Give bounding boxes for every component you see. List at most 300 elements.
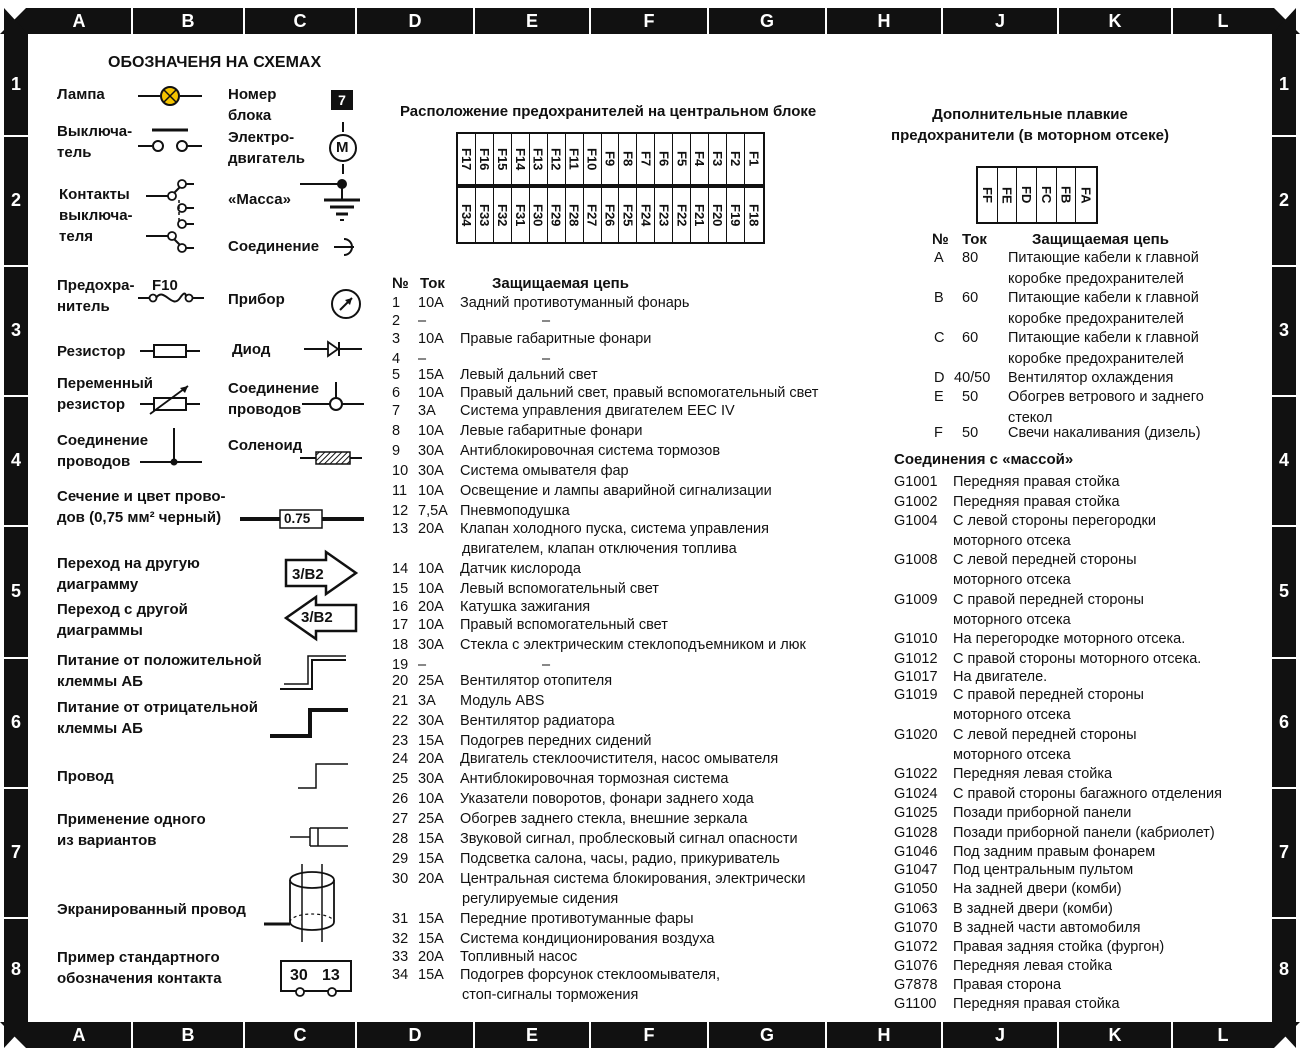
fuse-table-row	[392, 810, 832, 829]
legend-from-label: Переход с другой диаграммы	[57, 601, 188, 639]
engine-fuse-circuit: стекол	[1008, 410, 1053, 426]
ground-code: G1017	[894, 669, 938, 685]
ground-desc: Передняя правая стойка	[953, 474, 1120, 490]
fuse-table-row	[392, 482, 832, 501]
legend-goto-label: Переход на другую диаграмму	[57, 555, 200, 593]
engine-fuse-circuit: коробке предохранителей	[1008, 271, 1184, 287]
fuse-circuit: –	[542, 657, 551, 673]
shielded-wire-icon	[264, 864, 360, 942]
fuse-no: 12	[392, 503, 409, 519]
grid-column-label: G	[759, 11, 774, 31]
fuse-cell: F22	[673, 188, 691, 242]
ground-desc: С правой стороны моторного отсека.	[953, 651, 1202, 667]
lamp-icon	[138, 86, 202, 106]
fuse-cell: F12	[548, 134, 566, 184]
engine-fuse-row	[932, 350, 1232, 369]
grid-column-separator	[1057, 1022, 1059, 1048]
fuse-cell: F23	[655, 188, 673, 242]
grid-row-separator	[4, 135, 28, 137]
fuse-cell: F33	[476, 188, 494, 242]
central-header-circuit: Защищаемая цепь	[492, 275, 629, 292]
fuse-table-row	[392, 948, 832, 967]
legend-wire-junction-label: Соединение проводов	[57, 432, 149, 470]
fuse-no: 2	[392, 313, 401, 329]
legend-lamp-label: Лампа	[57, 86, 105, 103]
ground-desc: моторного отсека	[953, 747, 1071, 763]
wire-junction-icon	[140, 428, 202, 468]
grid-row-separator	[4, 525, 28, 527]
fuse-circuit: Топливный насос	[460, 949, 578, 965]
fuse-circuit: Передние противотуманные фары	[460, 911, 694, 927]
grid-column-separator	[243, 1022, 245, 1048]
fuse-no: 4	[392, 351, 401, 367]
ground-row	[894, 843, 1254, 862]
grid-column-label: J	[994, 11, 1005, 31]
ground-row	[894, 861, 1254, 880]
fuse-no: 15	[392, 581, 409, 597]
ground-code: G1002	[894, 494, 938, 510]
fuse-cell: FA	[1078, 186, 1094, 204]
frame-right	[1272, 8, 1296, 1048]
grid-row-separator	[1272, 657, 1296, 659]
fuse-no: 20	[392, 673, 409, 689]
fuse-current: 15А	[418, 367, 444, 383]
ground-code: G1025	[894, 805, 938, 821]
fuse-table-row	[392, 580, 832, 599]
fuse-current: 3А	[418, 403, 436, 419]
grid-row-separator	[1272, 395, 1296, 397]
fuse-no: 26	[392, 791, 409, 807]
ground-desc: Правая задняя стойка (фургон)	[953, 939, 1165, 955]
grid-column-label: D	[408, 1025, 422, 1045]
fuse-circuit: –	[542, 351, 551, 367]
grid-row-separator	[1272, 265, 1296, 267]
fuse-cell: F26	[602, 188, 620, 242]
fuse-table-row	[392, 442, 832, 461]
ground-row	[894, 957, 1254, 976]
grid-column-separator	[1171, 1022, 1173, 1048]
engine-fuse-circuit: Свечи накаливания (дизель)	[1008, 425, 1201, 441]
legend-connection-label: Соединение	[228, 238, 320, 255]
engine-fuse-no: A	[934, 250, 944, 266]
fuse-no: 13	[392, 521, 409, 537]
fuse-circuit: двигателем, клапан отключения топлива	[462, 541, 737, 557]
engine-fuse-row	[932, 310, 1232, 329]
fuse-circuit: стоп-сигналы торможения	[462, 987, 639, 1003]
fuse-circuit: Катушка зажигания	[460, 599, 591, 615]
engine-fuse-current: 50	[962, 425, 979, 441]
grid-column-separator	[131, 8, 133, 34]
grid-column-label: K	[1108, 11, 1122, 31]
from-value: 3/B2	[301, 609, 333, 626]
fuse-circuit: Звуковой сигнал, проблесковый сигнал опасности	[460, 831, 798, 847]
fuse-cell: FF	[978, 168, 998, 222]
fuse-no: 5	[392, 367, 401, 383]
ground-desc: Передняя правая стойка	[953, 494, 1120, 510]
grid-column-label: L	[1217, 1025, 1229, 1045]
fuse-circuit: Пневмоподушка	[460, 503, 570, 519]
grid-column-separator	[1171, 8, 1173, 34]
ground-row	[894, 804, 1254, 823]
fuse-circuit: Система кондиционирования воздуха	[460, 931, 715, 947]
fuse-circuit: Вентилятор отопителя	[460, 673, 613, 689]
grid-column-label: F	[643, 1025, 655, 1045]
fuse-cell: F18	[746, 203, 762, 227]
grid-column-separator	[589, 1022, 591, 1048]
legend-wire-label: Провод	[57, 768, 114, 785]
fuse-current: 15А	[418, 851, 444, 867]
ground-desc: Передняя левая стойка	[953, 958, 1113, 974]
legend-fuse-label: Предохра- нитель	[57, 277, 135, 315]
fuse-table-row	[392, 312, 832, 331]
fuse-cell: F29	[548, 188, 566, 242]
variable-resistor-icon	[140, 382, 200, 416]
grid-row-label: 6	[1278, 712, 1289, 732]
fuse-cell: F31	[512, 188, 530, 242]
grid-column-separator	[473, 8, 475, 34]
ground-row	[894, 726, 1254, 745]
grid-column-label: L	[1217, 11, 1229, 31]
fuse-cell: F9	[602, 134, 620, 184]
grid-row-separator	[4, 787, 28, 789]
engine-fuse-no: E	[934, 389, 944, 405]
grid-row-label: 7	[10, 842, 21, 862]
fuse-circuit: Правый вспомогательный свет	[460, 617, 668, 633]
fuse-grid-bottom	[456, 186, 765, 244]
ground-desc: моторного отсека	[953, 612, 1071, 628]
fuse-cell: F27	[584, 188, 602, 242]
ground-row	[894, 938, 1254, 957]
ground-row	[894, 976, 1254, 995]
fuse-current: 25А	[418, 673, 444, 689]
grid-column-separator	[473, 1022, 475, 1048]
fuse-table-row	[392, 870, 832, 889]
fuse-current: 10А	[418, 561, 444, 577]
fuse-table-row	[392, 294, 832, 313]
legend-block-number-label: Номер блока	[228, 86, 277, 124]
ground-code: G1008	[894, 552, 938, 568]
fuse-table-row	[392, 502, 832, 521]
fuse-current: 30А	[418, 713, 444, 729]
fuse-circuit: Освещение и лампы аварийной сигнализации	[460, 483, 772, 499]
ground-desc: Передняя левая стойка	[953, 766, 1113, 782]
wire-connection-icon	[302, 382, 364, 422]
fuse-table-row	[392, 422, 832, 441]
solenoid-icon	[300, 448, 362, 468]
fuse-current: 20А	[418, 599, 444, 615]
fuse-circuit: Двигатель стеклоочистителя, насос омывателя	[460, 751, 779, 767]
legend-diode-label: Диод	[232, 341, 271, 358]
ground-code: G1050	[894, 881, 938, 897]
fuse-table-row	[392, 616, 832, 635]
fuse-cell: F32	[494, 188, 512, 242]
ground-row	[894, 630, 1254, 649]
fuse-cell: F15	[494, 134, 512, 184]
fuse-table-row	[392, 366, 832, 385]
grid-column-label: H	[877, 11, 891, 31]
fuse-cell: FD	[1017, 168, 1037, 222]
ground-desc: Позади приборной панели (кабриолет)	[953, 825, 1215, 841]
fuse-cell: F6	[655, 134, 673, 184]
grid-column-label: C	[293, 1025, 307, 1045]
fuse-no: 1	[392, 295, 401, 311]
grid-column-label: B	[181, 11, 195, 31]
grid-column-separator	[355, 8, 357, 34]
grid-column-label: C	[293, 11, 307, 31]
grid-column-label: F	[643, 11, 655, 31]
fuse-circuit: Подогрев передних сидений	[460, 733, 652, 749]
engine-fuse-circuit: Обогрев ветрового и заднего	[1008, 389, 1204, 405]
grid-row-label: 8	[10, 959, 21, 979]
ground-desc: Под задним правым фонарем	[953, 844, 1156, 860]
fuse-no: 3	[392, 331, 401, 347]
ground-code: G1001	[894, 474, 938, 490]
grid-column-label: B	[181, 1025, 195, 1045]
fuse-no: 9	[392, 443, 401, 459]
engine-header-circuit: Защищаемая цепь	[1032, 231, 1169, 248]
fuse-table-row	[392, 732, 832, 751]
ground-code: G1076	[894, 958, 938, 974]
resistor-icon	[140, 342, 200, 360]
fuse-grid-top	[456, 132, 765, 186]
fuse-no: 11	[392, 483, 408, 499]
fuse-cell: F5	[673, 134, 691, 184]
ground-desc: В задней двери (комби)	[953, 901, 1113, 917]
fuse-table-row	[392, 790, 832, 809]
grid-row-label: 1	[10, 74, 21, 94]
ground-desc: На задней двери (комби)	[953, 881, 1122, 897]
fuse-cell: F17	[458, 134, 476, 184]
ground-row	[894, 824, 1254, 843]
grid-column-label: A	[72, 1025, 86, 1045]
ground-desc: С левой передней стороны	[953, 552, 1137, 568]
fuse-circuit: Правые габаритные фонари	[460, 331, 652, 347]
grid-column-separator	[825, 1022, 827, 1048]
fuse-no: 30	[392, 871, 409, 887]
fuse-cell: F16	[476, 134, 494, 184]
fuse-current: 20А	[418, 751, 444, 767]
ground-row	[894, 493, 1254, 512]
fuse-table-row	[392, 462, 832, 481]
fuse-table-row	[392, 850, 832, 869]
fuse-table-row	[392, 692, 832, 711]
fuse-no: 25	[392, 771, 409, 787]
legend-wire-section-label: Сечение и цвет прово- дов (0,75 мм² черный)	[57, 488, 226, 526]
fuse-current: 10А	[418, 295, 444, 311]
legend-resistor-label: Резистор	[57, 343, 126, 360]
fuse-table-row	[392, 384, 832, 403]
central-header-no: №	[392, 275, 409, 292]
fuse-no: 24	[392, 751, 409, 767]
battery-negative-icon	[270, 706, 348, 740]
grid-row-separator	[4, 917, 28, 919]
fuse-table-row	[392, 520, 832, 539]
legend-battery-positive-label: Питание от положительной клеммы АБ	[57, 652, 262, 690]
fuse-circuit: Центральная система блокирования, электрически	[460, 871, 806, 887]
grid-row-separator	[1272, 135, 1296, 137]
ground-code: G1063	[894, 901, 938, 917]
grid-row-label: 2	[10, 190, 21, 210]
fuse-no: 27	[392, 811, 409, 827]
fuse-circuit: Модуль ABS	[460, 693, 545, 709]
fuse-circuit: Система омывателя фар	[460, 463, 629, 479]
ground-desc: В задней части автомобиля	[953, 920, 1141, 936]
fuse-current: 15А	[418, 733, 444, 749]
central-table-header	[392, 274, 792, 293]
grid-column-label: A	[72, 11, 86, 31]
fuse-current: 30А	[418, 771, 444, 787]
fuse-current: –	[418, 313, 427, 329]
fuse-table-row	[392, 540, 832, 559]
ground-code: G1012	[894, 651, 938, 667]
grid-row-separator	[4, 657, 28, 659]
fuse-circuit: Подогрев форсунок стеклоомывателя,	[460, 967, 720, 983]
fuse-table-row	[392, 986, 832, 1005]
ground-desc: С левой передней стороны	[953, 727, 1137, 743]
switch-contacts-icon	[146, 178, 196, 250]
engine-fuses-title: Дополнительные плавкие предохранители (в моторном отсеке)	[891, 106, 1169, 144]
engine-fuse-circuit: Питающие кабели к главной	[1008, 330, 1199, 346]
ground-desc: С правой передней стороны	[953, 592, 1144, 608]
fuse-cell: FB	[1057, 168, 1077, 222]
grid-row-label: 2	[1278, 190, 1289, 210]
fuse-circuit: Задний противотуманный фонарь	[460, 295, 690, 311]
engine-fuse-circuit: Питающие кабели к главной	[1008, 290, 1199, 306]
fuse-no: 21	[392, 693, 409, 709]
fuse-table-row	[392, 712, 832, 731]
ground-desc: С правой стороны багажного отделения	[953, 786, 1222, 802]
grid-column-label: E	[525, 11, 538, 31]
contact-value-13: 13	[322, 967, 340, 984]
ground-code: G1024	[894, 786, 938, 802]
fuse-current: 30А	[418, 443, 444, 459]
ground-desc: моторного отсека	[953, 533, 1071, 549]
wire-icon	[298, 762, 348, 790]
ground-row	[894, 746, 1254, 765]
engine-fuse-circuit: коробке предохранителей	[1008, 351, 1184, 367]
fuse-current: 10А	[418, 483, 444, 499]
ground-desc: С левой стороны перегородки	[953, 513, 1156, 529]
ground-icon	[300, 176, 360, 222]
fuse-circuit: Правый дальний свет, правый вспомогательный свет	[460, 385, 819, 401]
fuse-table-row	[392, 636, 832, 655]
fuse-no: 33	[392, 949, 409, 965]
fuse-cell: F19	[727, 188, 745, 242]
block-number-badge: 7	[331, 90, 353, 110]
fuse-cell: F14	[512, 134, 530, 184]
ground-code: G7878	[894, 977, 938, 993]
fuse-current: 10А	[418, 331, 444, 347]
contact-value-30: 30	[290, 967, 308, 984]
ground-desc: Под центральным пультом	[953, 862, 1134, 878]
ground-row	[894, 765, 1254, 784]
fuse-no: 28	[392, 831, 409, 847]
fuse-cell: F10	[584, 134, 602, 184]
fuse-cell: F8	[619, 134, 637, 184]
fuse-cell: F11	[566, 134, 584, 184]
fuse-current: –	[418, 657, 427, 673]
diode-icon	[304, 340, 362, 358]
fuse-table-row	[392, 330, 832, 349]
variant-icon	[290, 826, 348, 848]
engine-fuse-no: F	[934, 425, 943, 441]
fuse-no: 18	[392, 637, 409, 653]
central-block-title: Расположение предохранителей на центральном блоке	[400, 103, 817, 120]
fuse-current: 10А	[418, 581, 444, 597]
fuse-no: 6	[392, 385, 401, 401]
fuse-table-row	[392, 560, 832, 579]
engine-fuse-row	[932, 388, 1232, 407]
ground-code: G1004	[894, 513, 938, 529]
legend-switch-label: Выключа- тель	[57, 123, 133, 161]
fuse-no: 16	[392, 599, 409, 615]
legend-title: ОБОЗНАЧЕНЯ НА СХЕМАХ	[108, 54, 322, 71]
grid-row-label: 3	[1278, 320, 1289, 340]
ground-code: G1020	[894, 727, 938, 743]
fuse-table-row	[392, 910, 832, 929]
ground-row	[894, 686, 1254, 705]
fuse-circuit: Указатели поворотов, фонари заднего хода	[460, 791, 754, 807]
fuse-circuit: Антиблокировочная тормозная система	[460, 771, 729, 787]
engine-fuse-row	[932, 289, 1232, 308]
fuse-cell: F28	[566, 188, 584, 242]
ground-code: G1047	[894, 862, 938, 878]
grid-row-separator	[1272, 917, 1296, 919]
fuse-current: 25А	[418, 811, 444, 827]
fuse-table-row	[392, 672, 832, 691]
grid-row-label: 5	[10, 581, 21, 601]
grid-row-label: 8	[1278, 959, 1289, 979]
engine-fuse-current: 60	[962, 290, 979, 306]
grid-column-label: D	[408, 11, 422, 31]
engine-fuse-current: 80	[962, 250, 979, 266]
ground-row	[894, 551, 1254, 570]
grid-column-label: E	[525, 1025, 538, 1045]
grid-row-label: 6	[10, 712, 21, 732]
fuse-table-row	[392, 966, 832, 985]
fuse-icon	[138, 290, 204, 306]
engine-fuse-current: 50	[962, 389, 979, 405]
engine-fuse-no: B	[934, 290, 944, 306]
fuse-no: 29	[392, 851, 409, 867]
ground-code: G1022	[894, 766, 938, 782]
engine-fuse-current: 40/50	[954, 370, 991, 386]
fuse-circuit: Обогрев заднего стекла, внешние зеркала	[460, 811, 748, 827]
engine-table-header	[932, 230, 1232, 249]
ground-desc: С правой передней стороны	[953, 687, 1144, 703]
fuse-cell: F34	[458, 188, 476, 242]
grid-row-label: 1	[1278, 74, 1289, 94]
engine-fuse-no: D	[934, 370, 945, 386]
ground-desc: моторного отсека	[953, 707, 1071, 723]
engine-fuse-current: 60	[962, 330, 979, 346]
fuse-current: 10А	[418, 385, 444, 401]
ground-row	[894, 650, 1254, 669]
fuse-circuit: Левый вспомогательный свет	[460, 581, 659, 597]
ground-row	[894, 706, 1254, 725]
fuse-table-row	[392, 402, 832, 421]
fuse-current: 15А	[418, 831, 444, 847]
ground-desc: моторного отсека	[953, 572, 1071, 588]
fuse-no: 31	[392, 911, 409, 927]
fuse-current: 15А	[418, 911, 444, 927]
grid-row-label: 5	[1278, 581, 1289, 601]
frame-left	[4, 8, 28, 1048]
legend-ground-label: «Масса»	[228, 191, 291, 208]
ground-code: G1009	[894, 592, 938, 608]
switch-icon	[138, 128, 202, 158]
fuse-circuit: –	[542, 313, 551, 329]
